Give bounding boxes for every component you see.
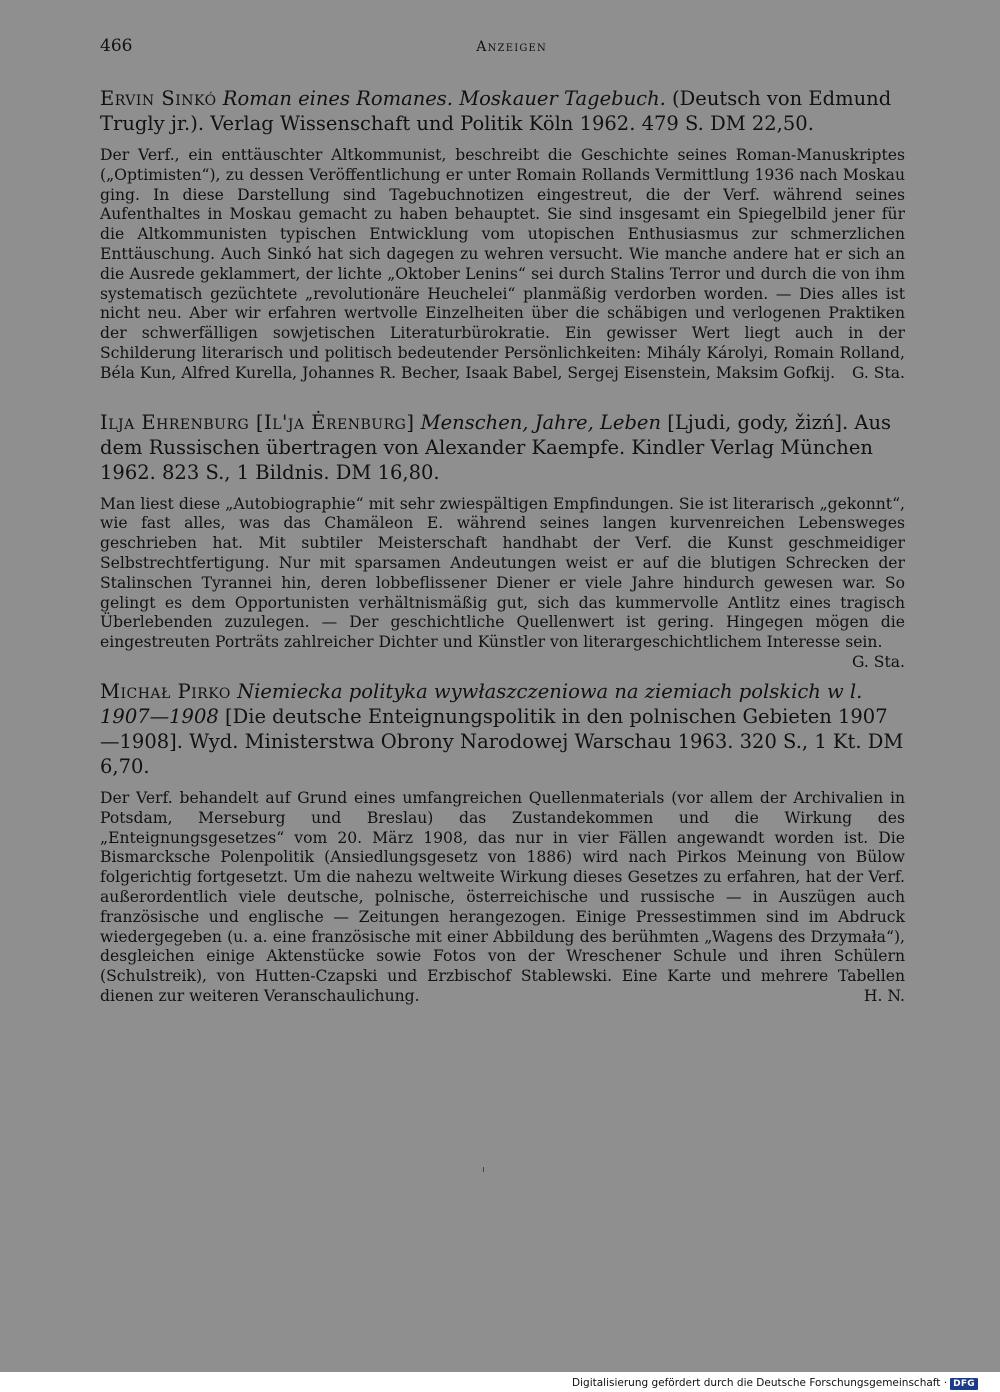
footer-credit-text: Digitalisierung gefördert durch die Deutsche Forschungsgemeinschaft · bbox=[572, 1377, 948, 1389]
review-citation bbox=[100, 86, 905, 136]
review-citation bbox=[100, 679, 905, 779]
review-author: Ervin Sinkó bbox=[100, 87, 217, 110]
review-author: Ilja Ehrenburg [Il'ja Ėrenburg] bbox=[100, 410, 415, 434]
review-entry bbox=[100, 679, 905, 1007]
dfg-logo-icon: DFG bbox=[950, 1378, 978, 1390]
review-entry bbox=[100, 86, 905, 384]
review-signature: H. N. bbox=[863, 986, 905, 1005]
review-title: Niemiecka polityka wywłaszczeniowa na ziemiach polskich w l. 1907—1908 bbox=[100, 679, 863, 728]
review-citation bbox=[100, 410, 905, 485]
scan-speck bbox=[483, 1167, 484, 1172]
review-details: [Die deutsche Enteignungspolitik in den polnischen Gebieten 1907—1908]. Wyd. Ministerstwa Obrony Narodowej Warschau 1963. 320 S., 1 Kt. DM 6,70. bbox=[100, 704, 904, 778]
review-title: Menschen, Jahre, Leben bbox=[420, 410, 662, 434]
review-title: Roman eines Romanes. Moskauer Tagebuch. bbox=[222, 87, 666, 110]
review-entry bbox=[100, 410, 905, 671]
review-body bbox=[100, 146, 905, 384]
running-head: Anzeigen bbox=[476, 39, 547, 55]
review-body bbox=[100, 494, 905, 671]
review-signature: G. Sta. bbox=[851, 363, 905, 382]
page-number: 466 bbox=[100, 36, 133, 56]
page-header bbox=[100, 36, 905, 64]
review-details: [Ljudi, gody, žizń]. Aus dem Russischen übertragen von Alexander Kaempfe. Kindler Verlag München 1962. 823 S., 1 Bildnis. DM 16,80. bbox=[100, 410, 892, 484]
review-author: Michał Pirko bbox=[100, 679, 231, 703]
review-text: Der Verf., ein enttäuschter Altkommunist, beschreibt die Geschichte seines Roman-Manuskriptes („Optimisten“), zu dessen Veröffentlichung er unter Romain Rollands Vermittlung 1936 nach Moskau ging. In diese Darstellung sind Tagebuchnotizen eingestreut, die der Verf. während seines Aufenthaltes in Moskau gemacht zu haben behauptet. Sie sind insgesamt ein Spiegelbild jener für die Altkommunisten typischen Entwicklung vom utopischen Enthusiasmus zur schmerzlichen Enttäuschung. Auch Sinkó hat sich dagegen zu wehren versucht. Wie manche andere hat er sich an die Ausrede geklammert, der lichte „Oktober Lenins“ sei durch Stalins Terror und durch die von ihm systematisch gezüchtete „revolutionäre Heuchelei“ planmäßig verdorben worden. — Dies alles ist nicht neu. Aber wir erfahren wertvolle Einzelheiten über die schäbigen und verlogenen Praktiken der schwerfälligen sowjetischen Literaturbürokratie. Ein gewisser Wert liegt auch in der Schilderung literarisch und politisch bedeutender Persönlichkeiten: Mihály Károlyi, Romain Rolland, Béla Kun, Alfred Kurella, Johannes R. Becher, Isaak Babel, Sergej Eisenstein, Maksim Gofkij. bbox=[100, 146, 905, 382]
review-text: Der Verf. behandelt auf Grund eines umfangreichen Quellenmaterials (vor allem der Archivalien in Potsdam, Merseburg und Breslau) das Zustandekommen und die Wirkung des „Enteignungsgesetzes“ vom 20. März 1908, das nur in vier Fällen angewandt worden ist. Die Bismarcksche Polenpolitik (Ansiedlungsgesetz von 1886) wird nach Pirkos Meinung von Bülow folgerichtig fortgesetzt. Um die nahezu weltweite Wirkung dieses Gesetzes zu erfahren, hat der Verf. außerordentlich viele deutsche, polnische, österreichische und russische — in Auszügen auch französische und englische — Zeitungen herangezogen. Einige Pressestimmen sind im Abdruck wiedergegeben (u. a. eine französische mit einer Abbildung des berühmten „Wagens des Drzymała“), desgleichen einige Aktenstücke sowie Fotos von der Wreschener Schule und ihren Schülern (Schulstreik), von Hutten-Czapski und Erzbischof Stablewski. Eine Karte und mehrere Tabellen dienen zur weiteren Veranschaulichung. bbox=[100, 788, 905, 1005]
review-details: (Deutsch von Edmund Trugly jr.). Verlag Wissenschaft und Politik Köln 1962. 479 S. DM 22,50. bbox=[100, 87, 892, 135]
review-signature: G. Sta. bbox=[851, 652, 905, 671]
page-content bbox=[100, 36, 905, 1033]
review-body bbox=[100, 789, 905, 1007]
footer-bar bbox=[0, 1372, 1000, 1392]
review-text: Man liest diese „Autobiographie“ mit sehr zwiespältigen Empfindungen. Sie ist literarisch „gekonnt“, wie fast alles, was das Chamäleon E. während seines langen kurvenreichen Lebensweges geschrieben hat. Mit subtiler Meisterschaft handhabt der Verf. die Kunst geschmeidiger Selbstrechtfertigung. Nur mit sparsamen Andeutungen weist er auf die blutigen Schrecken der Stalinschen Tyrannei hin, deren lobbeflissener Diener er viele Jahre hindurch gewesen war. So gelingt es dem Opportunisten verhältnismäßig gut, sich das kummervolle Antlitz eines tragisch Überlebenden zuzulegen. — Der geschichtliche Quellenwert ist gering. Hingegen mögen die eingestreuten Porträts zahlreicher Dichter und Künstler von literargeschichtlichem Interesse sein. bbox=[100, 494, 905, 652]
footer-credit bbox=[572, 1377, 978, 1390]
